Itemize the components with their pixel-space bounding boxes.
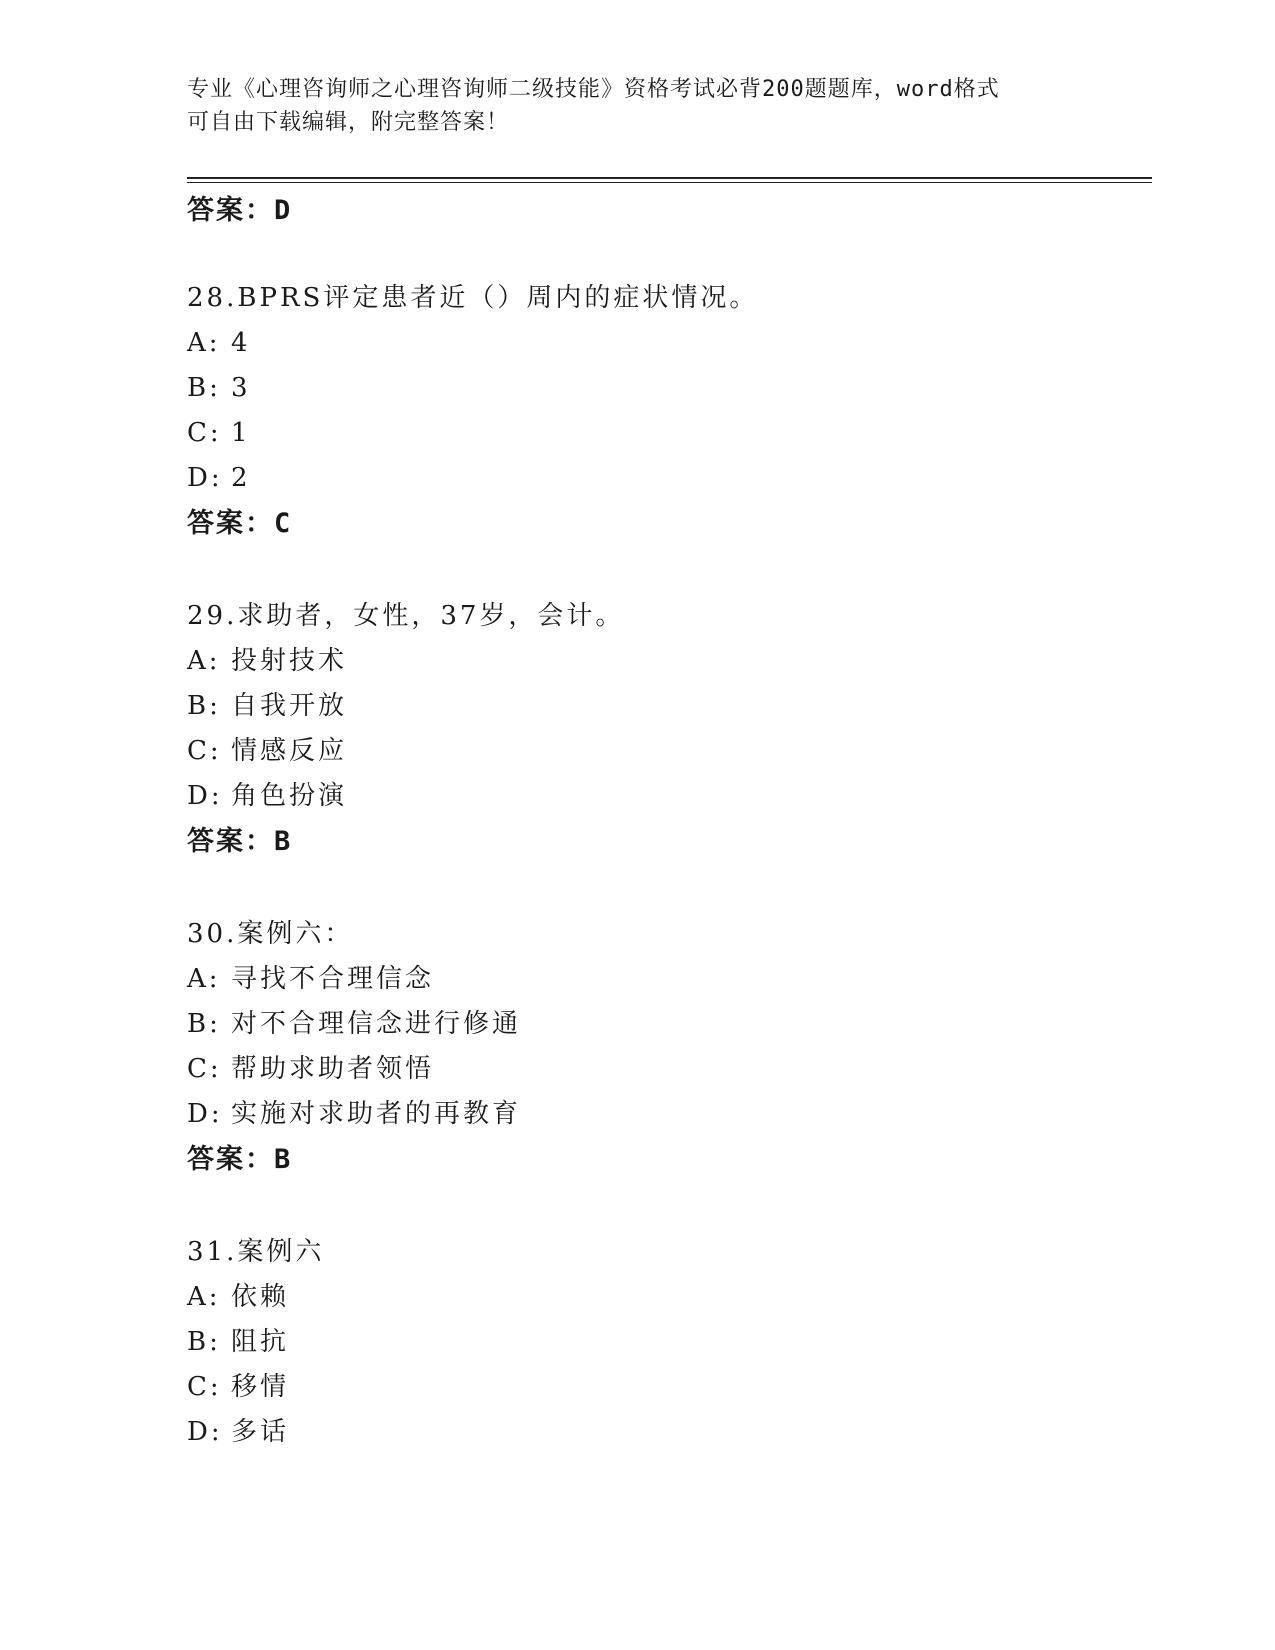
option-label: A: — [187, 646, 221, 676]
option-b — [187, 1320, 324, 1365]
option-a — [187, 1275, 324, 1320]
option-d — [187, 774, 624, 819]
question-title: 28.BPRS评定患者近（）周内的症状情况。 — [187, 283, 759, 313]
option-b — [187, 1002, 521, 1047]
option-label: A: — [187, 1282, 221, 1312]
option-b — [187, 366, 758, 411]
option-text: 阻抗 — [231, 1327, 290, 1357]
option-text: 4 — [231, 328, 251, 358]
option-d — [187, 1092, 521, 1137]
option-label: D: — [187, 463, 223, 493]
option-text: 对不合理信念进行修通 — [231, 1009, 522, 1039]
question-31 — [187, 1230, 324, 1455]
option-label: A: — [187, 964, 221, 994]
option-text: 3 — [231, 373, 251, 403]
option-label: B: — [187, 691, 221, 721]
header-rule-thin — [187, 182, 1152, 183]
option-label: D: — [187, 1099, 223, 1129]
document-header — [187, 73, 1067, 139]
option-text: 帮助求助者领悟 — [231, 1054, 435, 1084]
option-text: 投射技术 — [231, 646, 348, 676]
option-label: C: — [187, 1054, 222, 1084]
answer: 答案：B — [187, 826, 293, 857]
option-label: D: — [187, 1417, 223, 1447]
option-c — [187, 411, 758, 456]
header-rule-thick — [187, 177, 1152, 179]
option-text: 多话 — [231, 1417, 290, 1447]
header-line-2: 可自由下载编辑，附完整答案！ — [187, 110, 510, 135]
option-label: B: — [187, 373, 221, 403]
option-label: B: — [187, 1327, 221, 1357]
header-line-1: 专业《心理咨询师之心理咨询师二级技能》资格考试必背200题题库，word格式 — [187, 77, 1000, 102]
option-text: 2 — [231, 463, 251, 493]
question-29 — [187, 594, 624, 864]
question-title: 29.求助者，女性，37岁，会计。 — [187, 601, 625, 631]
option-d — [187, 1410, 324, 1455]
option-label: C: — [187, 1372, 222, 1402]
option-b — [187, 684, 624, 729]
option-text: 情感反应 — [231, 736, 348, 766]
option-c — [187, 729, 624, 774]
option-text: 移情 — [231, 1372, 290, 1402]
option-c — [187, 1047, 521, 1092]
option-text: 角色扮演 — [231, 781, 348, 811]
question-title: 30.案例六： — [187, 919, 354, 949]
option-label: C: — [187, 418, 222, 448]
option-label: C: — [187, 736, 222, 766]
option-text: 自我开放 — [231, 691, 348, 721]
answer: 答案：B — [187, 1144, 293, 1175]
question-30 — [187, 912, 521, 1182]
option-a — [187, 957, 521, 1002]
option-d — [187, 456, 758, 501]
question-title: 31.案例六 — [187, 1237, 325, 1267]
option-a — [187, 321, 758, 366]
option-c — [187, 1365, 324, 1410]
option-a — [187, 639, 624, 684]
option-label: B: — [187, 1009, 221, 1039]
option-text: 实施对求助者的再教育 — [231, 1099, 522, 1129]
option-text: 依赖 — [231, 1282, 290, 1312]
option-text: 1 — [231, 418, 251, 448]
answer: 答案：C — [187, 508, 293, 539]
question-28 — [187, 276, 758, 546]
top-answer: 答案：D — [187, 195, 293, 226]
option-label: D: — [187, 781, 223, 811]
option-text: 寻找不合理信念 — [231, 964, 435, 994]
option-label: A: — [187, 328, 221, 358]
